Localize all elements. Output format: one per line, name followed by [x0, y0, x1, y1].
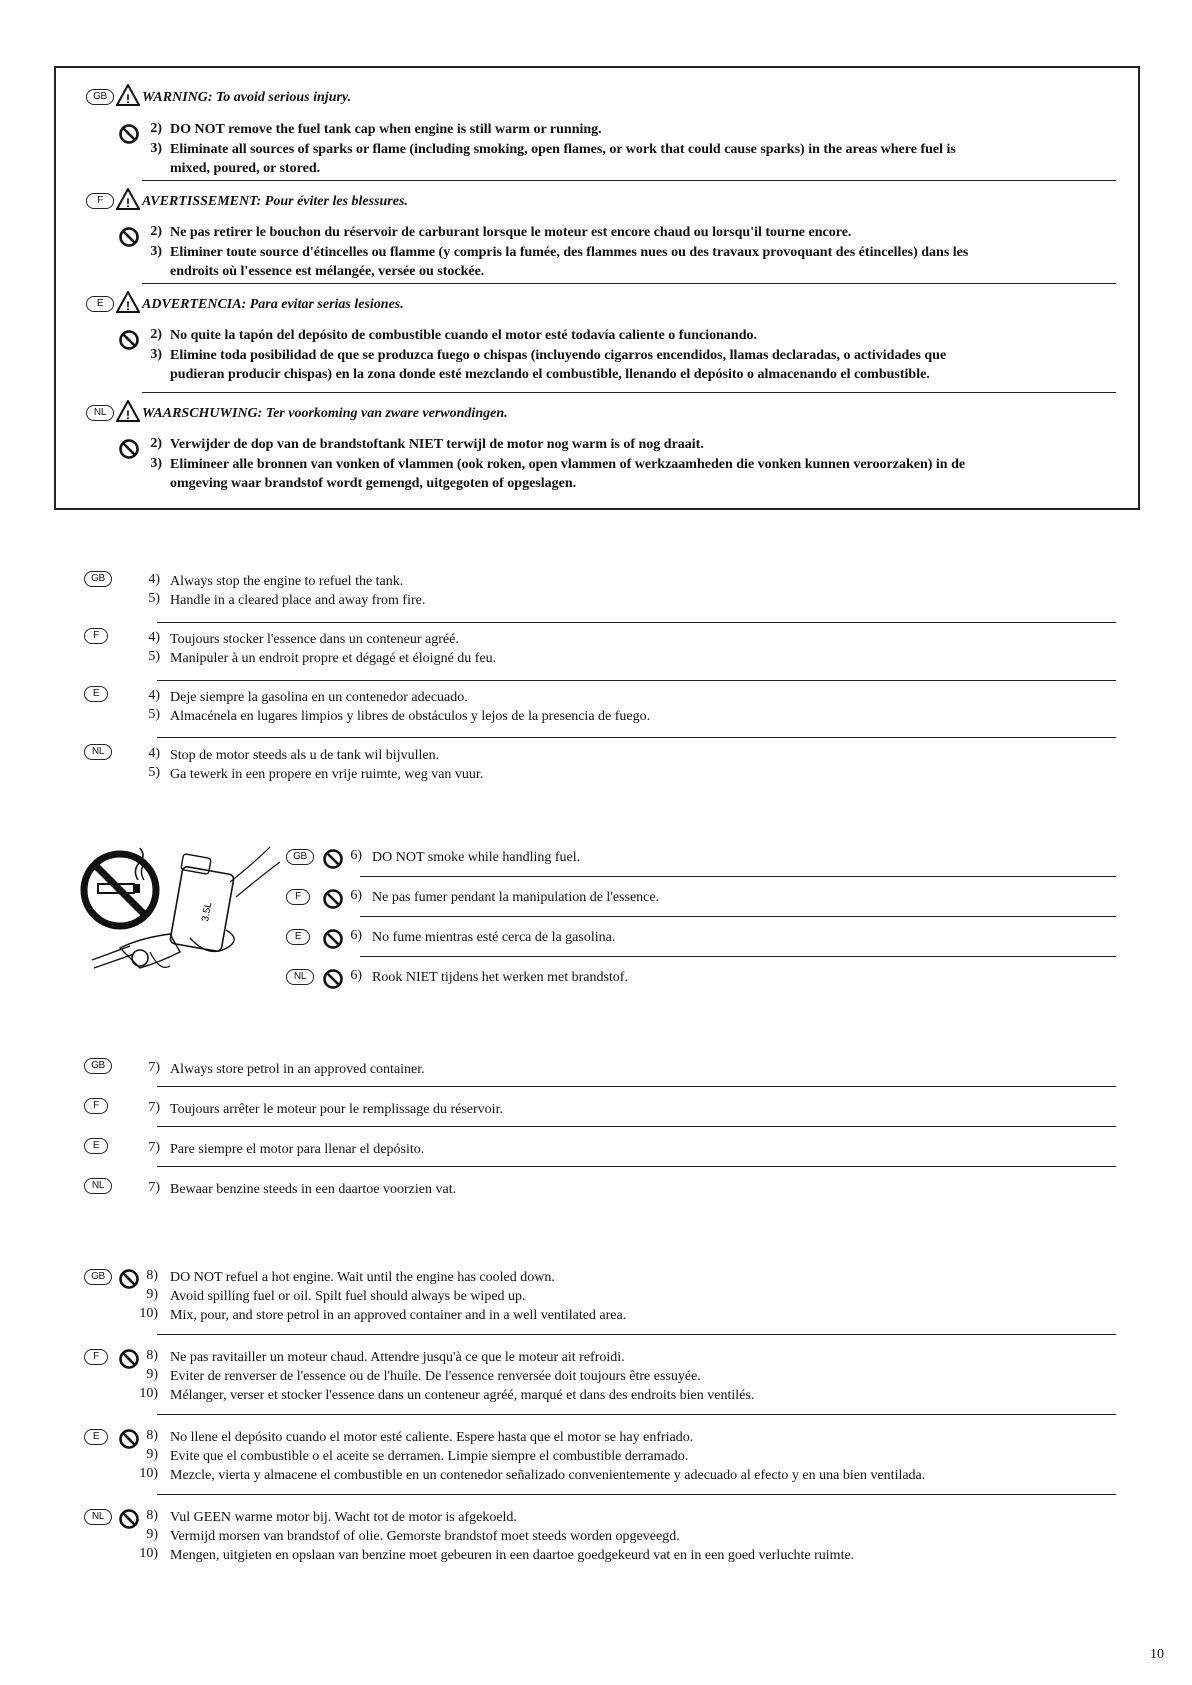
item-number: 10) [139, 1386, 158, 1401]
item-number: 10) [139, 1466, 158, 1481]
divider [142, 392, 1116, 393]
item-number: 10) [139, 1306, 158, 1321]
svg-text:!: ! [126, 299, 130, 313]
warning-item-3-f-line1: Eliminer toute source d'étincelles ou flamme (y compris la fumée, des flammes nues ou des travaux provoquant des étincelles) dans les [170, 245, 969, 260]
item-9-gb: Avoid spilling fuel or oil. Spilt fuel should always be wiped up. [170, 1289, 526, 1304]
warning-triangle-icon [116, 84, 140, 106]
divider [360, 916, 1116, 917]
divider [157, 737, 1116, 738]
item-7-nl: Bewaar benzine steeds in een daartoe voorzien vat. [170, 1182, 457, 1197]
item-number: 6) [350, 848, 362, 863]
lang-badge-f: F [84, 1349, 108, 1365]
warning-item-3-e-line2: pudieran producir chispas) en la zona donde esté mezclando el combustible, llenando el depósito o almacenando el combustible. [170, 367, 930, 382]
item-number: 2) [150, 436, 162, 451]
item-number: 2) [150, 121, 162, 136]
item-number: 6) [350, 968, 362, 983]
divider [157, 1494, 1116, 1495]
item-number: 6) [350, 928, 362, 943]
warning-triangle-icon [116, 188, 140, 210]
warning-heading-f: AVERTISSEMENT: Pour éviter les blessures. [142, 194, 408, 209]
lang-badge-gb: GB [86, 89, 114, 105]
item-number: 6) [350, 888, 362, 903]
lang-badge-gb: GB [84, 1058, 112, 1074]
lang-badge-e: E [286, 929, 310, 945]
item-number: 8) [146, 1428, 158, 1443]
svg-text:!: ! [126, 92, 130, 106]
divider [157, 1166, 1116, 1167]
item-number: 9) [146, 1527, 158, 1542]
svg-text:!: ! [126, 408, 130, 422]
item-4-nl: Stop de motor steeds als u de tank wil bijvullen. [170, 748, 440, 763]
warning-triangle-icon [116, 400, 140, 422]
lang-badge-e: E [84, 1429, 108, 1445]
item-number: 3) [150, 141, 162, 156]
divider [157, 622, 1116, 623]
prohibition-icon [118, 226, 140, 248]
item-number: 8) [146, 1508, 158, 1523]
warning-heading-e: ADVERTENCIA: Para evitar serias lesiones. [142, 297, 404, 312]
item-number: 7) [148, 1060, 160, 1075]
item-8-nl: Vul GEEN warme motor bij. Wacht tot de motor is afgekoeld. [170, 1510, 517, 1525]
item-5-f: Manipuler à un endroit propre et dégagé et éloigné du feu. [170, 651, 497, 666]
warning-item-3-nl-line1: Elimineer alle bronnen van vonken of vlammen (ook roken, open vlammen of werkzaamheden die vonken kunnen veroorzaken) in de [170, 457, 966, 472]
lang-badge-nl: NL [84, 1509, 112, 1525]
item-number: 4) [148, 688, 160, 703]
item-5-nl: Ga tewerk in een propere en vrije ruimte, weg van vuur. [170, 767, 484, 782]
warning-item-3-gb-line1: Eliminate all sources of sparks or flame (including smoking, open flames, or work that could cause sparks) in the areas where fuel is [170, 142, 956, 157]
divider [142, 283, 1116, 284]
divider [142, 180, 1116, 181]
item-number: 3) [150, 244, 162, 259]
item-number: 9) [146, 1447, 158, 1462]
item-4-e: Deje siempre la gasolina en un contenedor adecuado. [170, 690, 468, 705]
item-number: 5) [148, 765, 160, 780]
item-10-nl: Mengen, uitgieten en opslaan van benzine moet gebeuren in een daartoe goedgekeurd vat en in een goed verluchte ruimte. [170, 1548, 855, 1563]
item-6-nl: Rook NIET tijdens het werken met brandstof. [372, 970, 628, 985]
item-number: 3) [150, 456, 162, 471]
item-number: 2) [150, 327, 162, 342]
item-7-f: Toujours arrêter le moteur pour le remplissage du réservoir. [170, 1102, 503, 1117]
item-7-e: Pare siempre el motor para llenar el depósito. [170, 1142, 425, 1157]
lang-badge-f: F [286, 889, 310, 905]
lang-badge-f: F [86, 193, 114, 209]
item-number: 4) [148, 630, 160, 645]
lang-badge-gb: GB [286, 849, 314, 865]
lang-badge-nl: NL [86, 405, 114, 421]
item-10-e: Mezcle, vierta y almacene el combustible en un contenedor señalizado convenientemente y adecuado al efecto y en una bien ventilada. [170, 1468, 926, 1483]
item-number: 9) [146, 1367, 158, 1382]
item-number: 9) [146, 1287, 158, 1302]
warning-item-2-f: Ne pas retirer le bouchon du réservoir de carburant lorsque le moteur est encore chaud ou lorsqu'il tourne encore. [170, 225, 852, 240]
item-6-gb: DO NOT smoke while handling fuel. [372, 850, 581, 865]
item-number: 4) [148, 572, 160, 587]
warning-item-2-e: No quite la tapón del depósito de combustible cuando el motor esté todavía caliente o funcionando. [170, 328, 757, 343]
warning-item-2-nl: Verwijder de dop van de brandstoftank NIET terwijl de motor nog warm is of nog draait. [170, 437, 704, 452]
item-6-e: No fume mientras esté cerca de la gasolina. [372, 930, 616, 945]
fuel-can-label: 3.5L [200, 901, 215, 923]
prohibition-icon [118, 329, 140, 351]
warning-item-3-gb-line2: mixed, poured, or stored. [170, 161, 321, 176]
prohibition-icon [118, 438, 140, 460]
divider [157, 1414, 1116, 1415]
item-5-e: Almacénela en lugares limpios y libres de obstáculos y lejos de la presencia de fuego. [170, 709, 651, 724]
divider [360, 956, 1116, 957]
item-4-gb: Always stop the engine to refuel the tank. [170, 574, 404, 589]
item-number: 5) [148, 649, 160, 664]
item-8-e: No llene el depósito cuando el motor esté caliente. Espere hasta que el motor se hay enfriado. [170, 1430, 694, 1445]
lang-badge-e: E [84, 1138, 108, 1154]
item-number: 5) [148, 591, 160, 606]
warning-item-2-gb: DO NOT remove the fuel tank cap when engine is still warm or running. [170, 122, 602, 137]
item-9-nl: Vermijd morsen van brandstof of olie. Gemorste brandstof moet steeds worden opgeveegd. [170, 1529, 680, 1544]
item-number: 7) [148, 1180, 160, 1195]
item-5-gb: Handle in a cleared place and away from fire. [170, 593, 426, 608]
divider [360, 876, 1116, 877]
warning-item-3-nl-line2: omgeving waar brandstof wordt gemengd, uitgegoten of opgeslagen. [170, 476, 577, 491]
warning-triangle-icon [116, 291, 140, 313]
lang-badge-e: E [86, 296, 114, 312]
no-smoking-refuel-illustration [80, 842, 280, 982]
item-10-gb: Mix, pour, and store petrol in an approved container and in a well ventilated area. [170, 1308, 627, 1323]
item-6-f: Ne pas fumer pendant la manipulation de l'essence. [372, 890, 660, 905]
item-8-f: Ne pas ravitailler un moteur chaud. Attendre jusqu'à ce que le moteur ait refroidi. [170, 1350, 625, 1365]
lang-badge-nl: NL [286, 969, 314, 985]
item-9-f: Eviter de renverser de l'essence ou de l'huile. De l'essence renversée doit toujours être essuyée. [170, 1369, 701, 1384]
divider [157, 680, 1116, 681]
item-number: 7) [148, 1100, 160, 1115]
lang-badge-nl: NL [84, 1178, 112, 1194]
lang-badge-gb: GB [84, 571, 112, 587]
lang-badge-nl: NL [84, 744, 112, 760]
divider [157, 1086, 1116, 1087]
item-number: 7) [148, 1140, 160, 1155]
lang-badge-gb: GB [84, 1269, 112, 1285]
item-10-f: Mélanger, verser et stocker l'essence dans un conteneur agréé, marqué et dans des endroits bien ventilés. [170, 1388, 755, 1403]
lang-badge-f: F [84, 628, 108, 644]
warning-item-3-e-line1: Elimine toda posibilidad de que se produzca fuego o chispas (incluyendo cigarros encendidos, llamas declaradas, o actividades que [170, 348, 947, 363]
warning-heading-nl: WAARSCHUWING: Ter voorkoming van zware verwondingen. [142, 406, 508, 421]
lang-badge-e: E [84, 686, 108, 702]
page-number: 10 [1150, 1647, 1164, 1662]
item-number: 10) [139, 1546, 158, 1561]
item-number: 5) [148, 707, 160, 722]
divider [157, 1334, 1116, 1335]
divider [157, 1126, 1116, 1127]
item-9-e: Evite que el combustible o el aceite se derramen. Limpie siempre el combustible derramado. [170, 1449, 689, 1464]
item-4-f: Toujours stocker l'essence dans un conteneur agréé. [170, 632, 459, 647]
item-number: 8) [146, 1348, 158, 1363]
item-number: 3) [150, 347, 162, 362]
item-number: 2) [150, 224, 162, 239]
item-8-gb: DO NOT refuel a hot engine. Wait until the engine has cooled down. [170, 1270, 555, 1285]
prohibition-icon [118, 123, 140, 145]
item-number: 4) [148, 746, 160, 761]
svg-text:!: ! [126, 196, 130, 210]
item-number: 8) [146, 1268, 158, 1283]
warning-heading-gb: WARNING: To avoid serious injury. [142, 90, 352, 105]
lang-badge-f: F [84, 1098, 108, 1114]
warning-item-3-f-line2: endroits où l'essence est mélangée, versée ou stockée. [170, 264, 485, 279]
item-7-gb: Always store petrol in an approved container. [170, 1062, 425, 1077]
